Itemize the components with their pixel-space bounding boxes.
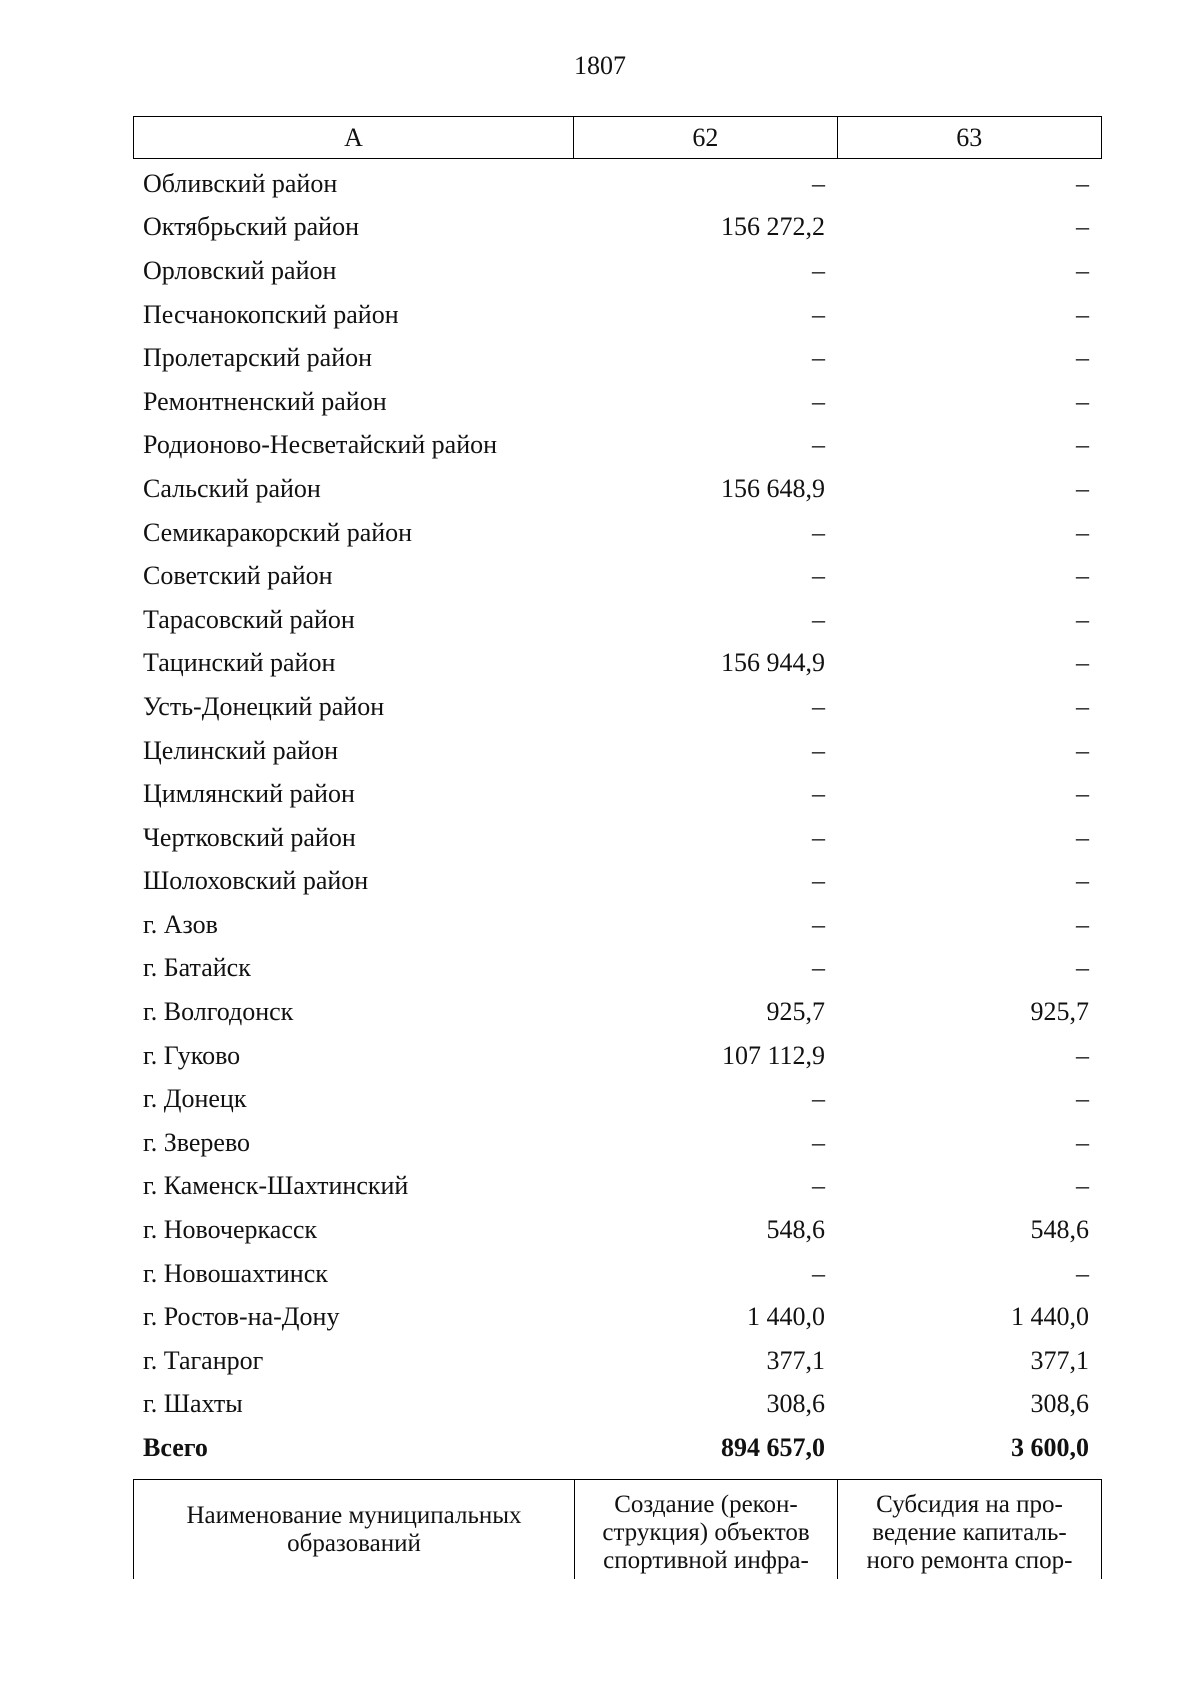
value-col-62: – — [812, 953, 825, 983]
value-col-62: – — [812, 1127, 825, 1157]
value-col-62: 548,6 — [766, 1215, 825, 1245]
value-col-62: – — [812, 517, 825, 547]
municipality-name: г. Новочеркасск — [143, 1215, 318, 1245]
value-col-63: – — [1076, 517, 1089, 547]
municipality-name: Тарасовский район — [143, 604, 355, 634]
value-col-62: – — [812, 1171, 825, 1201]
municipality-name: г. Гуково — [143, 1040, 241, 1070]
header-col-a: А — [344, 122, 363, 152]
continuation-header-col-a — [134, 1480, 574, 1579]
municipality-name: г. Каменск-Шахтинский — [143, 1171, 409, 1201]
table-row — [133, 1077, 1102, 1121]
municipality-name: г. Зверево — [143, 1127, 251, 1157]
value-col-63: – — [1076, 866, 1089, 896]
total-row — [133, 1426, 1102, 1470]
table-row — [133, 947, 1102, 991]
value-col-63: 377,1 — [1030, 1345, 1089, 1375]
value-col-62: 107 112,9 — [721, 1040, 825, 1070]
value-col-63: 925,7 — [1030, 997, 1089, 1027]
value-col-63: – — [1076, 212, 1089, 242]
municipality-name: Песчанокопский район — [143, 299, 399, 329]
value-col-62: – — [812, 343, 825, 373]
value-col-62: 377,1 — [766, 1345, 825, 1375]
value-col-62: – — [812, 779, 825, 809]
header-line: Наименование муниципальных — [186, 1502, 522, 1529]
value-col-63: – — [1076, 343, 1089, 373]
header-line: ного ремонта спор- — [866, 1547, 1073, 1574]
table-row — [133, 511, 1102, 555]
municipality-name: Октябрьский район — [143, 212, 359, 242]
municipality-name: Тацинский район — [143, 648, 336, 678]
municipality-name: Усть-Донецкий район — [143, 691, 385, 721]
table-row — [133, 1383, 1102, 1427]
header-line: Субсидия на про- — [876, 1491, 1063, 1518]
table-row — [133, 1252, 1102, 1296]
value-col-63: 3 600,0 — [1011, 1433, 1089, 1463]
table-row — [133, 1034, 1102, 1078]
continuation-header — [133, 1479, 1102, 1579]
value-col-62: – — [812, 1084, 825, 1114]
value-col-63: – — [1076, 953, 1089, 983]
value-col-63: – — [1076, 909, 1089, 939]
value-col-62: – — [812, 909, 825, 939]
table-row — [133, 1121, 1102, 1165]
municipality-name: Всего — [143, 1433, 208, 1463]
value-col-62: – — [812, 386, 825, 416]
header-col-62: 62 — [573, 117, 836, 158]
value-col-63: – — [1076, 1258, 1089, 1288]
value-col-62: 156 944,9 — [721, 648, 825, 678]
municipality-name: Родионово-Несветайский район — [143, 430, 498, 460]
municipality-name: Обливский район — [143, 168, 338, 198]
municipality-name: Семикаракорский район — [143, 517, 413, 547]
value-col-62: 894 657,0 — [721, 1433, 825, 1463]
municipality-name: г. Новошахтинск — [143, 1258, 328, 1288]
value-col-63: – — [1076, 255, 1089, 285]
value-col-62: 925,7 — [766, 997, 825, 1027]
table-row — [133, 424, 1102, 468]
value-col-63: – — [1076, 1040, 1089, 1070]
table-row — [133, 336, 1102, 380]
value-col-62: – — [812, 735, 825, 765]
municipality-name: г. Таганрог — [143, 1345, 264, 1375]
table-row — [133, 1165, 1102, 1209]
municipality-name: Пролетарский район — [143, 343, 373, 373]
value-col-62: – — [812, 561, 825, 591]
value-col-62: – — [812, 822, 825, 852]
value-col-63: – — [1076, 822, 1089, 852]
value-col-63: 308,6 — [1030, 1389, 1089, 1419]
table-row — [133, 554, 1102, 598]
value-col-63: – — [1076, 691, 1089, 721]
municipality-name: г. Батайск — [143, 953, 251, 983]
value-col-62: 308,6 — [766, 1389, 825, 1419]
table-row — [133, 1295, 1102, 1339]
value-col-63: 1 440,0 — [1011, 1302, 1089, 1332]
table-row — [133, 903, 1102, 947]
value-col-63: – — [1076, 648, 1089, 678]
table-row — [133, 293, 1102, 337]
table-row — [133, 249, 1102, 293]
municipality-name: Чертковский район — [143, 822, 356, 852]
municipality-name: Орловский район — [143, 255, 337, 285]
header-line: образований — [287, 1530, 421, 1557]
value-col-63: – — [1076, 604, 1089, 634]
table-row — [133, 467, 1102, 511]
table-row — [133, 1339, 1102, 1383]
value-col-63: – — [1076, 386, 1089, 416]
header-line: Создание (рекон- — [614, 1491, 798, 1518]
value-col-63: – — [1076, 561, 1089, 591]
municipality-name: г. Донецк — [143, 1084, 247, 1114]
table-row — [133, 598, 1102, 642]
value-col-62: – — [812, 604, 825, 634]
value-col-63: – — [1076, 430, 1089, 460]
value-col-62: – — [812, 168, 825, 198]
header-line: ведение капиталь- — [872, 1519, 1067, 1546]
municipality-name: Шолоховский район — [143, 866, 369, 896]
municipality-name: г. Ростов-на-Дону — [143, 1302, 340, 1332]
header-col-63: 63 — [837, 117, 1101, 158]
table-row — [133, 990, 1102, 1034]
value-col-63: – — [1076, 168, 1089, 198]
municipality-name: г. Азов — [143, 909, 218, 939]
page-number: 1807 — [574, 51, 626, 80]
value-col-63: – — [1076, 1084, 1089, 1114]
value-col-63: – — [1076, 735, 1089, 765]
value-col-63: – — [1076, 779, 1089, 809]
municipality-name: Ремонтненский район — [143, 386, 387, 416]
table-row — [133, 729, 1102, 773]
municipality-name: Советский район — [143, 561, 333, 591]
table-body — [133, 162, 1102, 1470]
value-col-62: – — [812, 1258, 825, 1288]
value-col-62: – — [812, 866, 825, 896]
value-col-63: – — [1076, 299, 1089, 329]
table-row — [133, 380, 1102, 424]
table-row — [133, 772, 1102, 816]
value-col-62: – — [812, 299, 825, 329]
table-row — [133, 1208, 1102, 1252]
value-col-62: 1 440,0 — [747, 1302, 825, 1332]
value-col-62: – — [812, 691, 825, 721]
table-row — [133, 860, 1102, 904]
table-row — [133, 685, 1102, 729]
value-col-63: – — [1076, 1171, 1089, 1201]
continuation-header-col-63 — [837, 1480, 1101, 1579]
table-row — [133, 816, 1102, 860]
table-row — [133, 206, 1102, 250]
value-col-63: – — [1076, 473, 1089, 503]
value-col-62: – — [812, 430, 825, 460]
table-row — [133, 162, 1102, 206]
header-line: струкция) объектов — [602, 1519, 810, 1546]
municipality-name: Цимлянский район — [143, 779, 355, 809]
table-row — [133, 642, 1102, 686]
value-col-62: 156 648,9 — [721, 473, 825, 503]
value-col-63: 548,6 — [1030, 1215, 1089, 1245]
value-col-62: – — [812, 255, 825, 285]
value-col-63: – — [1076, 1127, 1089, 1157]
table-header — [133, 116, 1102, 159]
continuation-header-col-62 — [574, 1480, 837, 1579]
municipality-name: Сальский район — [143, 473, 321, 503]
municipality-name: г. Шахты — [143, 1389, 243, 1419]
value-col-62: 156 272,2 — [721, 212, 825, 242]
municipality-name: г. Волгодонск — [143, 997, 294, 1027]
municipality-name: Целинский район — [143, 735, 338, 765]
header-line: спортивной инфра- — [603, 1547, 809, 1574]
